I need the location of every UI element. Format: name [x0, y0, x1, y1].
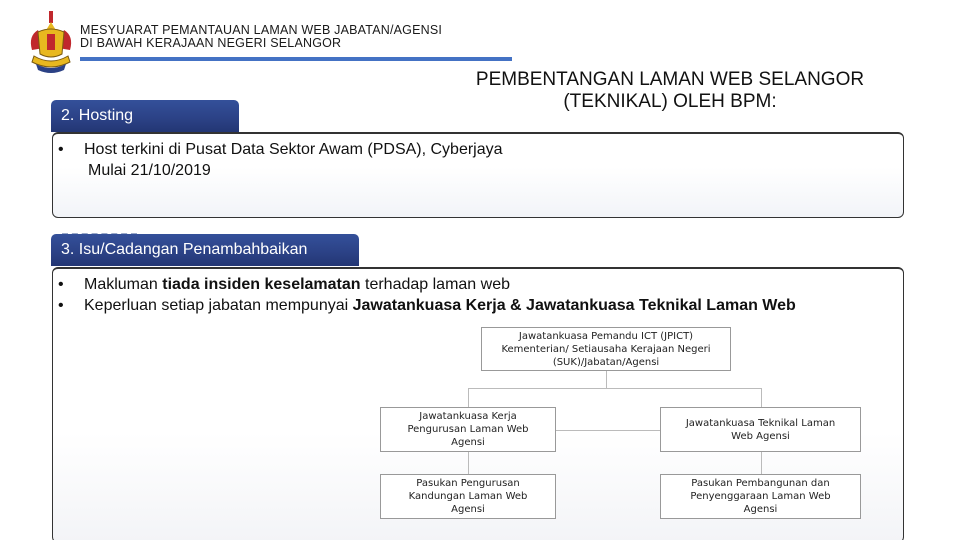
issue1-bold: tiada insiden keselamatan	[162, 276, 361, 293]
connector	[468, 452, 469, 474]
connector	[761, 388, 762, 407]
page-title-line2: (TEKNIKAL) OLEH BPM:	[563, 91, 777, 112]
issues-tab: 3. Isu/Cadangan Penambahbaikan	[51, 234, 359, 266]
org-box-jpict	[481, 327, 731, 371]
meeting-header-line2: DI BAWAH KERAJAAN NEGERI SELANGOR	[80, 36, 342, 50]
issues-list	[58, 274, 796, 316]
org-text: Jawatankuasa Teknikal Laman	[685, 417, 836, 429]
org-text: Agensi	[451, 504, 485, 515]
selangor-crest-icon	[24, 10, 78, 76]
org-text: Pengurusan Laman Web	[407, 424, 529, 435]
hosting-item-line2: Mulai 21/10/2019	[88, 162, 211, 179]
connector	[761, 452, 762, 474]
meeting-header-line1: MESYUARAT PEMANTAUAN LAMAN WEB JABATAN/AGENSI	[80, 23, 443, 37]
org-text: Web Agensi	[731, 430, 790, 442]
page-title	[420, 69, 920, 113]
bullet: •	[58, 141, 64, 158]
connector	[468, 388, 762, 389]
connector	[606, 371, 607, 389]
org-box-working-committee	[380, 407, 556, 452]
org-text: (SUK)/Jabatan/Agensi	[552, 356, 660, 368]
org-text: Kandungan Laman Web	[408, 491, 528, 502]
org-text: Jawatankuasa Kerja	[419, 411, 517, 422]
list-item	[58, 295, 796, 316]
hosting-tab: 2. Hosting	[51, 100, 239, 132]
org-text: Pasukan Pembangunan dan	[691, 478, 830, 489]
header-divider	[80, 57, 512, 61]
org-box-development-team	[660, 474, 861, 519]
org-text: Pasukan Pengurusan	[416, 478, 520, 489]
org-text: Kementerian/ Setiausaha Kerajaan Negeri	[501, 343, 711, 355]
org-text: Penyenggaraan Laman Web	[690, 491, 831, 502]
issue2-pre: Keperluan setiap jabatan mempunyai	[84, 297, 353, 314]
org-box-content-team	[380, 474, 556, 519]
org-text: Agensi	[743, 504, 778, 515]
hosting-item-line1: Host terkini di Pusat Data Sektor Awam (PDSA), Cyberjaya	[84, 141, 503, 158]
issue1-post: terhadap laman web	[360, 276, 510, 293]
org-text: Jawatankuasa Pemandu ICT (JPICT)	[518, 330, 694, 342]
org-text: Agensi	[451, 437, 485, 448]
list-item	[58, 139, 503, 181]
page-title-line1: PEMBENTANGAN LAMAN WEB SELANGOR	[475, 69, 865, 90]
hosting-list	[58, 139, 503, 181]
list-item	[58, 274, 796, 295]
connector	[556, 430, 660, 431]
issue2-bold: Jawatankuasa Kerja & Jawatankuasa Teknikal Laman Web	[352, 297, 796, 314]
org-box-technical-committee	[660, 407, 861, 452]
bullet: •	[58, 276, 64, 293]
connector	[468, 388, 469, 407]
issue1-pre: Makluman	[84, 276, 163, 293]
meeting-header	[80, 24, 442, 50]
bullet: •	[58, 297, 64, 314]
